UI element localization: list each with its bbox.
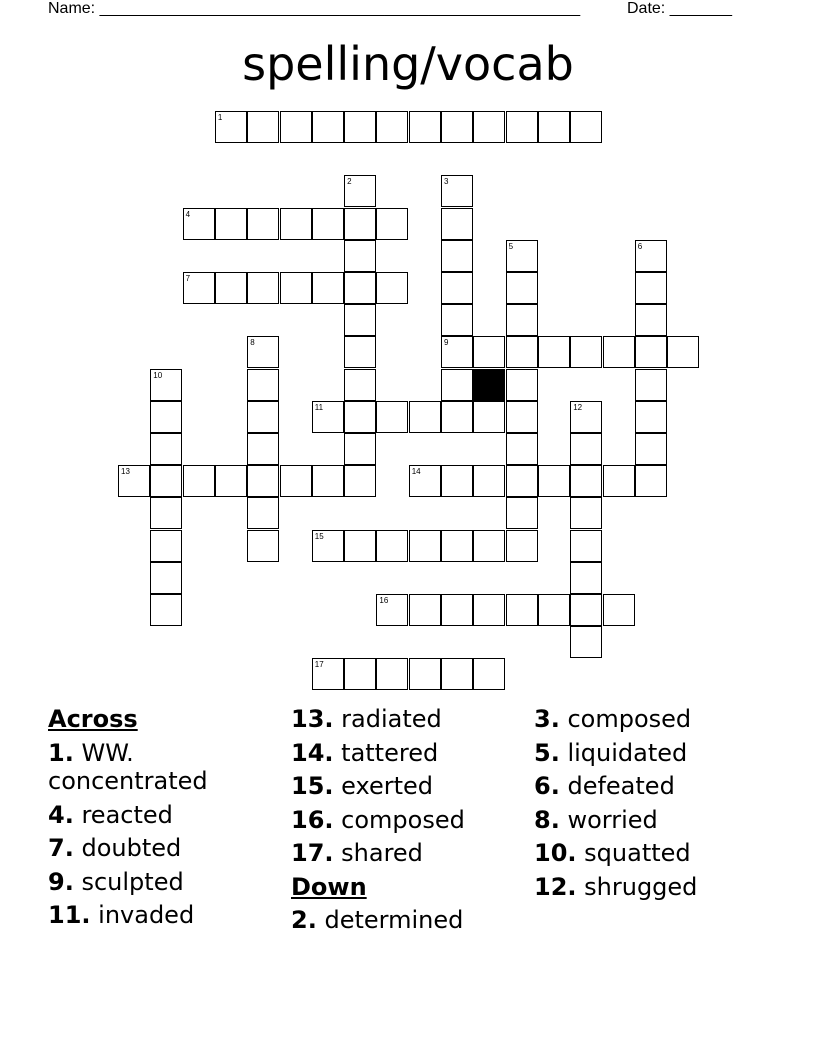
crossword-cell[interactable]	[344, 111, 376, 143]
crossword-cell[interactable]	[376, 594, 408, 626]
crossword-cell[interactable]	[150, 369, 182, 401]
crossword-cell[interactable]	[506, 369, 538, 401]
clue-text: sculpted	[81, 867, 184, 896]
crossword-cell[interactable]	[441, 304, 473, 336]
crossword-cell[interactable]	[409, 658, 441, 690]
crossword-cell[interactable]	[570, 594, 602, 626]
crossword-cell[interactable]	[635, 401, 667, 433]
crossword-cell[interactable]	[247, 465, 279, 497]
crossword-cell[interactable]	[247, 336, 279, 368]
clue-number: 9.	[48, 867, 74, 896]
crossword-cell[interactable]	[570, 465, 602, 497]
crossword-cell[interactable]	[441, 240, 473, 272]
clue-item	[534, 770, 697, 804]
crossword-cell[interactable]	[441, 465, 473, 497]
crossword-cell[interactable]	[667, 336, 699, 368]
crossword-cell[interactable]	[344, 272, 376, 304]
crossword-cell[interactable]	[376, 272, 408, 304]
down-header: Down	[291, 872, 367, 901]
crossword-cell[interactable]	[570, 336, 602, 368]
clue-number: 15.	[291, 772, 334, 800]
crossword-cell[interactable]	[150, 594, 182, 626]
crossword-cell[interactable]	[506, 240, 538, 272]
crossword-cell[interactable]	[344, 401, 376, 433]
clue-item	[534, 871, 697, 905]
clue-text: composed	[567, 705, 692, 733]
crossword-cell[interactable]	[441, 175, 473, 207]
cell-number: 17	[314, 660, 324, 670]
clue-item	[534, 837, 697, 871]
crossword-cell[interactable]	[635, 240, 667, 272]
crossword-cell[interactable]	[506, 304, 538, 336]
clue-item	[48, 866, 208, 900]
clue-text: exerted	[341, 772, 434, 800]
cell-number: 16	[379, 596, 389, 605]
crossword-cell[interactable]	[635, 304, 667, 336]
date-field-label: Date: _______	[627, 0, 732, 17]
crossword-cell[interactable]	[635, 369, 667, 401]
cell-number: 1	[217, 113, 223, 122]
clue-number: 2.	[291, 906, 317, 934]
crossword-cell[interactable]	[473, 594, 505, 626]
crossword-cell[interactable]	[344, 336, 376, 368]
crossword-cell[interactable]	[312, 530, 344, 562]
clue-number: 3.	[534, 705, 560, 733]
crossword-cell[interactable]	[344, 465, 376, 497]
crossword-cell[interactable]	[344, 304, 376, 336]
clue-text: tattered	[341, 738, 439, 767]
cell-number: 5	[508, 241, 514, 251]
clue-text: reacted	[81, 800, 173, 829]
crossword-cell[interactable]	[344, 530, 376, 562]
crossword-cell[interactable]	[118, 465, 150, 497]
crossword-cell[interactable]	[280, 465, 312, 497]
clue-item	[291, 837, 465, 871]
crossword-cell[interactable]	[635, 336, 667, 368]
crossword-cell[interactable]	[247, 497, 279, 529]
clue-text: squatted	[584, 839, 691, 867]
crossword-cell[interactable]	[538, 336, 570, 368]
cell-number: 11	[314, 402, 324, 412]
clue-number: 17.	[291, 839, 334, 867]
crossword-cell[interactable]	[570, 497, 602, 529]
crossword-cell[interactable]	[570, 433, 602, 465]
clue-text: invaded	[98, 901, 195, 929]
clue-text: worried	[567, 805, 658, 834]
crossword-cell[interactable]	[441, 336, 473, 368]
crossword-cell[interactable]	[409, 594, 441, 626]
clue-number: 4.	[48, 800, 74, 829]
crossword-cell[interactable]	[570, 401, 602, 433]
crossword-cell[interactable]	[183, 465, 215, 497]
crossword-cell[interactable]	[570, 530, 602, 562]
crossword-cell[interactable]	[441, 594, 473, 626]
crossword-cell[interactable]	[538, 465, 570, 497]
clue-item	[48, 899, 208, 933]
crossword-cell[interactable]	[506, 594, 538, 626]
crossword-cell[interactable]	[473, 401, 505, 433]
clue-text: liquidated	[567, 738, 688, 767]
crossword-cell[interactable]	[506, 530, 538, 562]
clue-number: 7.	[48, 834, 74, 862]
crossword-cell[interactable]	[344, 433, 376, 465]
crossword-cell[interactable]	[150, 497, 182, 529]
crossword-cell[interactable]	[344, 208, 376, 240]
crossword-cell[interactable]	[603, 336, 635, 368]
cell-number: 2	[347, 177, 352, 187]
crossword-cell[interactable]	[344, 240, 376, 272]
crossword-cell[interactable]	[635, 272, 667, 304]
crossword-cell[interactable]	[215, 465, 247, 497]
cell-number: 4	[185, 209, 191, 219]
crossword-cell[interactable]	[312, 111, 344, 143]
crossword-cell[interactable]	[312, 658, 344, 690]
crossword-cell[interactable]	[603, 465, 635, 497]
crossword-cell[interactable]	[473, 658, 505, 690]
cell-number: 8	[250, 338, 255, 348]
clue-item	[291, 703, 465, 737]
crossword-cell[interactable]	[215, 208, 247, 240]
clue-text: determined	[324, 906, 464, 934]
clue-item	[48, 799, 208, 833]
clue-text: WW.	[81, 738, 134, 767]
cell-number: 13	[121, 467, 130, 477]
cell-number: 3	[444, 177, 449, 187]
clue-column-1	[48, 703, 208, 933]
crossword-cell[interactable]	[441, 658, 473, 690]
crossword-cell[interactable]	[506, 497, 538, 529]
name-field-label: Name: ______________________________________________________	[48, 0, 581, 17]
clue-column-3	[534, 703, 697, 904]
crossword-cell[interactable]	[150, 562, 182, 594]
crossword-cell[interactable]	[409, 465, 441, 497]
clue-text: defeated	[567, 772, 675, 800]
clue-item	[291, 904, 465, 938]
crossword-cell[interactable]	[247, 433, 279, 465]
crossword-cell[interactable]	[570, 562, 602, 594]
crossword-cell[interactable]	[344, 658, 376, 690]
clue-number: 12.	[534, 872, 577, 901]
clue-text: composed	[341, 805, 465, 834]
crossword-cell[interactable]	[150, 401, 182, 433]
clue-number: 8.	[534, 805, 560, 834]
clue-item	[534, 804, 697, 838]
clue-item	[291, 770, 465, 804]
crossword-cell[interactable]	[473, 111, 505, 143]
page-title: spelling/vocab	[242, 37, 574, 91]
crossword-cell[interactable]	[409, 401, 441, 433]
crossword-cell[interactable]	[603, 594, 635, 626]
cell-number: 10	[153, 370, 163, 380]
crossword-cell[interactable]	[506, 401, 538, 433]
crossword-cell[interactable]	[635, 433, 667, 465]
crossword-cell[interactable]	[312, 465, 344, 497]
crossword-cell[interactable]	[150, 465, 182, 497]
crossword-cell[interactable]	[376, 658, 408, 690]
clue-number: 16.	[291, 805, 334, 834]
crossword-cell[interactable]	[247, 111, 279, 143]
crossword-cell[interactable]	[506, 336, 538, 368]
crossword-cell[interactable]	[280, 208, 312, 240]
black-square	[473, 369, 505, 401]
crossword-cell[interactable]	[280, 272, 312, 304]
crossword-cell[interactable]	[312, 272, 344, 304]
crossword-cell[interactable]	[247, 272, 279, 304]
clue-text: concentrated	[48, 767, 208, 795]
crossword-cell[interactable]	[635, 465, 667, 497]
crossword-cell[interactable]	[570, 111, 602, 143]
cell-number: 14	[411, 467, 421, 477]
crossword-cell[interactable]	[506, 111, 538, 143]
crossword-cell[interactable]	[409, 111, 441, 143]
crossword-cell[interactable]	[247, 530, 279, 562]
crossword-cell[interactable]	[506, 465, 538, 497]
crossword-cell[interactable]	[376, 401, 408, 433]
crossword-cell[interactable]	[473, 465, 505, 497]
clue-number: 13.	[291, 705, 334, 733]
crossword-cell[interactable]	[247, 401, 279, 433]
crossword-cell[interactable]	[441, 208, 473, 240]
crossword-cell[interactable]	[280, 111, 312, 143]
cell-number: 12	[573, 402, 583, 412]
crossword-cell[interactable]	[538, 594, 570, 626]
crossword-cell[interactable]	[376, 530, 408, 562]
crossword-cell[interactable]	[150, 433, 182, 465]
clue-number: 14.	[291, 738, 334, 767]
crossword-cell[interactable]	[570, 626, 602, 658]
clue-item	[291, 737, 465, 771]
crossword-cell[interactable]	[247, 369, 279, 401]
crossword-cell[interactable]	[441, 111, 473, 143]
crossword-cell[interactable]	[312, 208, 344, 240]
crossword-cell[interactable]	[344, 175, 376, 207]
cell-number: 9	[444, 338, 449, 348]
clue-number: 6.	[534, 772, 560, 800]
crossword-cell[interactable]	[506, 433, 538, 465]
clue-number: 10.	[534, 839, 577, 867]
clue-number: 5.	[534, 738, 560, 767]
clue-item	[48, 765, 208, 799]
clue-item	[48, 832, 208, 866]
clue-text: shared	[341, 839, 423, 867]
crossword-cell[interactable]	[376, 208, 408, 240]
crossword-cell[interactable]	[247, 208, 279, 240]
clue-text: doubted	[81, 834, 182, 862]
cell-number: 7	[185, 274, 191, 283]
crossword-cell[interactable]	[441, 401, 473, 433]
crossword-cell[interactable]	[473, 530, 505, 562]
clue-number: 1.	[48, 738, 74, 767]
clue-item	[534, 737, 697, 771]
crossword-cell[interactable]	[441, 530, 473, 562]
crossword-cell[interactable]	[376, 111, 408, 143]
crossword-cell[interactable]	[183, 208, 215, 240]
crossword-cell[interactable]	[215, 111, 247, 143]
crossword-cell[interactable]	[150, 530, 182, 562]
crossword-cell[interactable]	[344, 369, 376, 401]
clue-item	[291, 804, 465, 838]
crossword-cell[interactable]	[506, 272, 538, 304]
clue-item	[534, 703, 697, 737]
cell-number: 6	[637, 241, 643, 251]
crossword-cell[interactable]	[473, 336, 505, 368]
crossword-cell[interactable]	[441, 369, 473, 401]
crossword-cell[interactable]	[441, 272, 473, 304]
clue-text: radiated	[341, 705, 442, 733]
clue-text: shrugged	[584, 872, 698, 901]
crossword-cell[interactable]	[183, 272, 215, 304]
clue-number: 11.	[48, 901, 91, 929]
across-header: Across	[48, 705, 138, 733]
clue-column-2	[291, 703, 465, 938]
crossword-cell[interactable]	[538, 111, 570, 143]
crossword-cell[interactable]	[312, 401, 344, 433]
cell-number: 15	[314, 531, 324, 541]
crossword-cell[interactable]	[409, 530, 441, 562]
crossword-cell[interactable]	[215, 272, 247, 304]
